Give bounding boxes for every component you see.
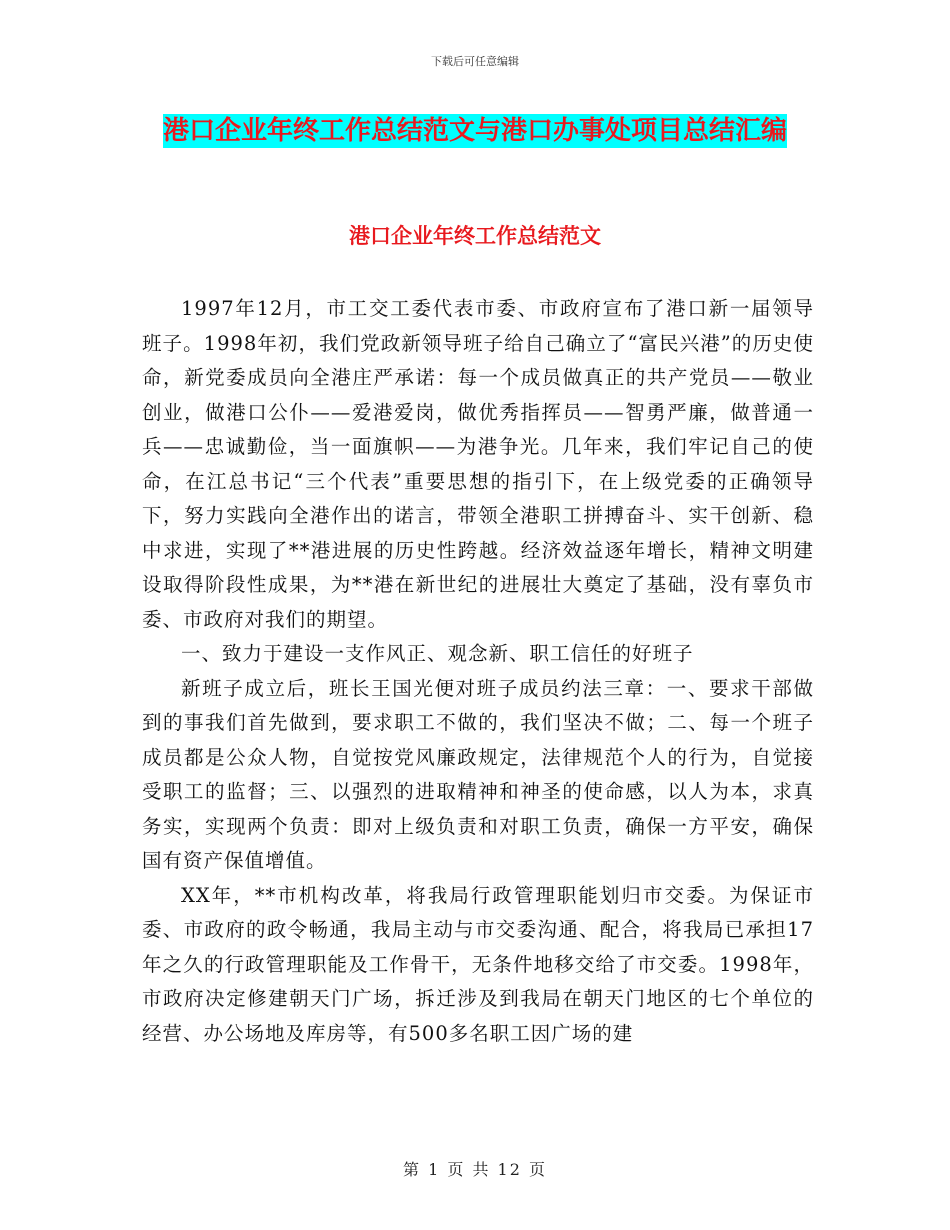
header-note: 下载后可任意编辑: [431, 55, 519, 68]
paragraph: XX年，**市机构改革，将我局行政管理职能划归市交委。为保证市委、市政府的政令畅通，我局主动与市交委沟通、配合，将我局已承担17年之久的行政管理职能及工作骨干，无条件地移交给了市交委。1998年，市政府决定修建朝天门广场，拆迁涉及到我局在朝天门地区的七个单位的经营、办公场地及库房等，有500多名职工因广场的建: [142, 883, 814, 1045]
section-title: 港口企业年终工作总结范文: [349, 224, 601, 248]
paragraph-heading: 一、致力于建设一支作风正、观念新、职工信任的好班子: [181, 642, 694, 665]
document-title: [140, 110, 810, 152]
document-title-text: 港口企业年终工作总结范文与港口办事处项目总结汇编: [162, 116, 787, 146]
paragraph: 1997年12月，市工交工委代表市委、市政府宣布了港口新一届领导班子。1998年初，我们党政新领导班子给自己确立了“富民兴港”的历史使命，新党委成员向全港庄严承诺：每一个成员做真正的共产党员——敬业创业，做港口公仆——爱港爱岗，做优秀指挥员——智勇严廉，做普通一兵——忠诚勤俭，当一面旗帜——为港争光。几年来，我们牢记自己的使命，在江总书记“三个代表”重要思想的指引下，在上级党委的正确领导下，努力实践向全港作出的诺言，带领全港职工拼搏奋斗、实干创新、稳中求进，实现了**港进展的历史性跨越。经济效益逐年增长，精神文明建设取得阶段性成果，为**港在新世纪的进展壮大奠定了基础，没有辜负市委、市政府对我们的期望。: [142, 297, 814, 631]
paragraph: 新班子成立后，班长王国光便对班子成员约法三章：一、要求干部做到的事我们首先做到，要求职工不做的，我们坚决不做；二、每一个班子成员都是公众人物，自觉按党风廉政规定，法律规范个人的行为，自觉接受职工的监督；三、以强烈的进取精神和神圣的使命感，以人为本，求真务实，实现两个负责：即对上级负责和对职工负责，确保一方平安，确保国有资产保值增值。: [142, 676, 814, 872]
page-number: 第 1 页 共 12 页: [403, 1160, 547, 1179]
document-body: [142, 292, 814, 1051]
